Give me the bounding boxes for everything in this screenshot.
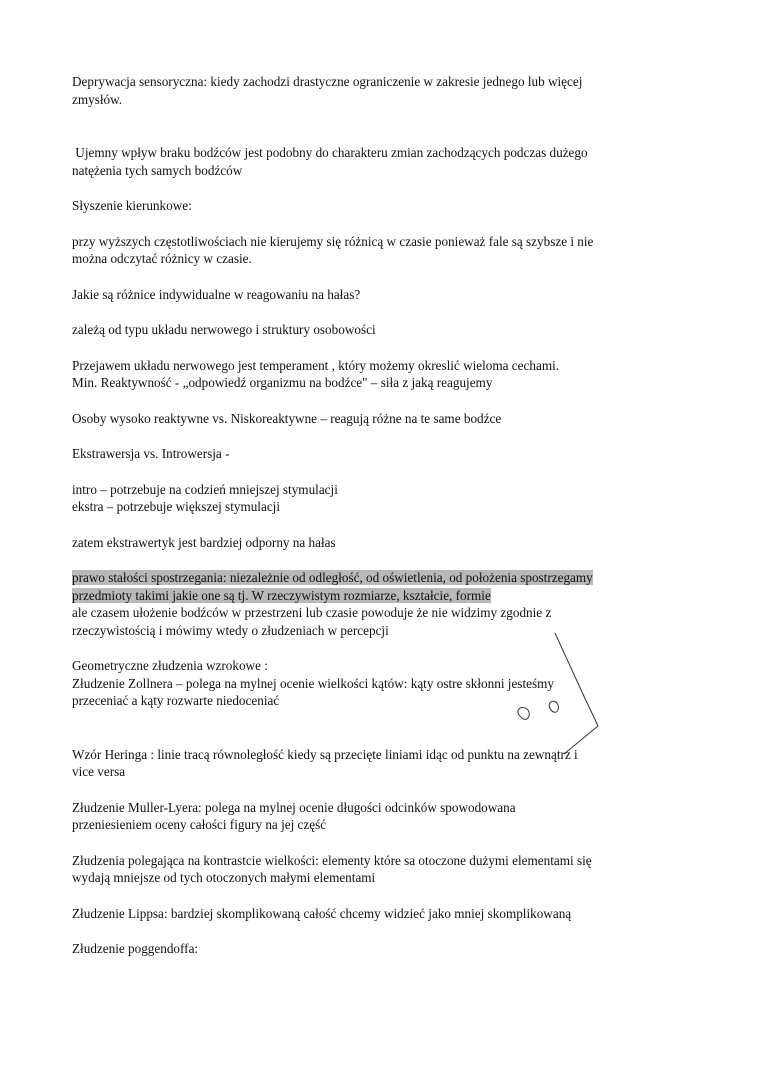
text-line: Złudzenie Lippsa: bardziej skomplikowaną całość chcemy widzieć jako mniej skomplikowaną [72, 905, 572, 921]
text-line: Jakie są różnice indywidualne w reagowaniu na hałas? [72, 286, 361, 302]
paragraph-perception-constancy [72, 569, 682, 639]
paragraph-hering [72, 746, 682, 781]
text-line: rzeczywistością i mówimy wtedy o złudzeniach w percepcji [72, 622, 389, 638]
document-body [72, 73, 682, 958]
text-line: Złudzenie Zollnera – polega na mylnej ocenie wielkości kątów: kąty ostre skłonni jesteśmy [72, 675, 554, 691]
text-line: Osoby wysoko reaktywne vs. Niskoreaktywne – reagują różne na te same bodźce [72, 410, 502, 426]
text-line: zmysłów. [72, 91, 123, 107]
text-line: vice versa [72, 764, 126, 779]
highlighted-text: prawo stałości spostrzegania: niezależnie od odległość, od oświetlenia, od położenia spostrzegamy [72, 570, 593, 585]
text-line: Geometryczne złudzenia wzrokowe : [72, 658, 268, 673]
paragraph-geometric-illusions [72, 657, 682, 710]
paragraph-poggendorff [72, 940, 682, 958]
paragraph-extravert-noise [72, 534, 682, 552]
text-line: natężenia tych samych bodźców [72, 162, 243, 178]
text-line: Złudzenie Muller-Lyera: polega na mylnej ocenie długości odcinków spowodowana [72, 799, 516, 815]
text-line: zatem ekstrawertyk jest bardziej odporny na hałas [72, 534, 336, 550]
text-line: Min. Reaktywność - „odpowiedź organizmu na bodźce" – siła z jaką reagujemy [72, 375, 493, 390]
paragraph-muller-lyer [72, 799, 682, 834]
text-line: Deprywacja sensoryczna: kiedy zachodzi drastyczne ograniczenie w zakresie jednego lub więcej [72, 74, 583, 89]
text-line: intro – potrzebuje na codzień mniejszej stymulacji [72, 481, 338, 497]
text-line: Złudzenia polegająca na kontrastcie wielkości: elementy które sa otoczone dużymi elementami się [72, 852, 592, 868]
paragraph-reactivity [72, 410, 682, 428]
paragraph-noise-question [72, 286, 682, 304]
text-line: zależą od typu układu nerwowego i struktury osobowości [72, 322, 376, 337]
text-line: przy wyższych częstotliwościach nie kierujemy się różnicą w czasie ponieważ fale są szybsze i nie [72, 233, 594, 249]
highlighted-text: przedmioty takimi jakie one są tj. W rzeczywistym rozmiarze, kształcie, formie [72, 587, 491, 603]
text-line: Ujemny wpływ braku bodźców jest podobny do charakteru zmian zachodzących podczas dużego [72, 145, 588, 160]
text-line: przeniesieniem oceny całości figury na jej część [72, 817, 327, 832]
paragraph-intro-extra [72, 481, 682, 516]
text-line: Przejawem układu nerwowego jest temperament , który możemy okreslić wieloma cechami. [72, 357, 560, 373]
text-line: Wzór Heringa : linie tracą równoległość kiedy są przecięte liniami idąc od punktu na zewnątrz i [72, 746, 578, 762]
paragraph-frequencies [72, 233, 682, 268]
text-line: ale czasem ułożenie bodźców w przestrzeni lub czasie powoduje że nie widzimy zgodnie z [72, 605, 552, 620]
text-line: wydają mniejsze od tych otoczonych małymi elementami [72, 870, 376, 885]
text-line: ekstra – potrzebuje większej stymulacji [72, 499, 280, 514]
paragraph-nervous-system [72, 321, 682, 339]
paragraph-sensory-deprivation [72, 73, 682, 108]
text-line: Ekstrawersja vs. Introwersja - [72, 446, 230, 461]
paragraph-directional-hearing [72, 197, 682, 215]
paragraph-size-contrast [72, 852, 682, 887]
text-line: Złudzenie poggendoffa: [72, 941, 199, 956]
paragraph-stimulus-lack [72, 144, 682, 179]
paragraph-lipps [72, 905, 682, 923]
paragraph-extraversion [72, 445, 682, 463]
paragraph-temperament [72, 357, 682, 392]
text-line: Słyszenie kierunkowe: [72, 198, 192, 213]
text-line: przeceniać a kąty rozwarte niedoceniać [72, 693, 280, 708]
text-line: można odczytać różnicy w czasie. [72, 251, 252, 266]
